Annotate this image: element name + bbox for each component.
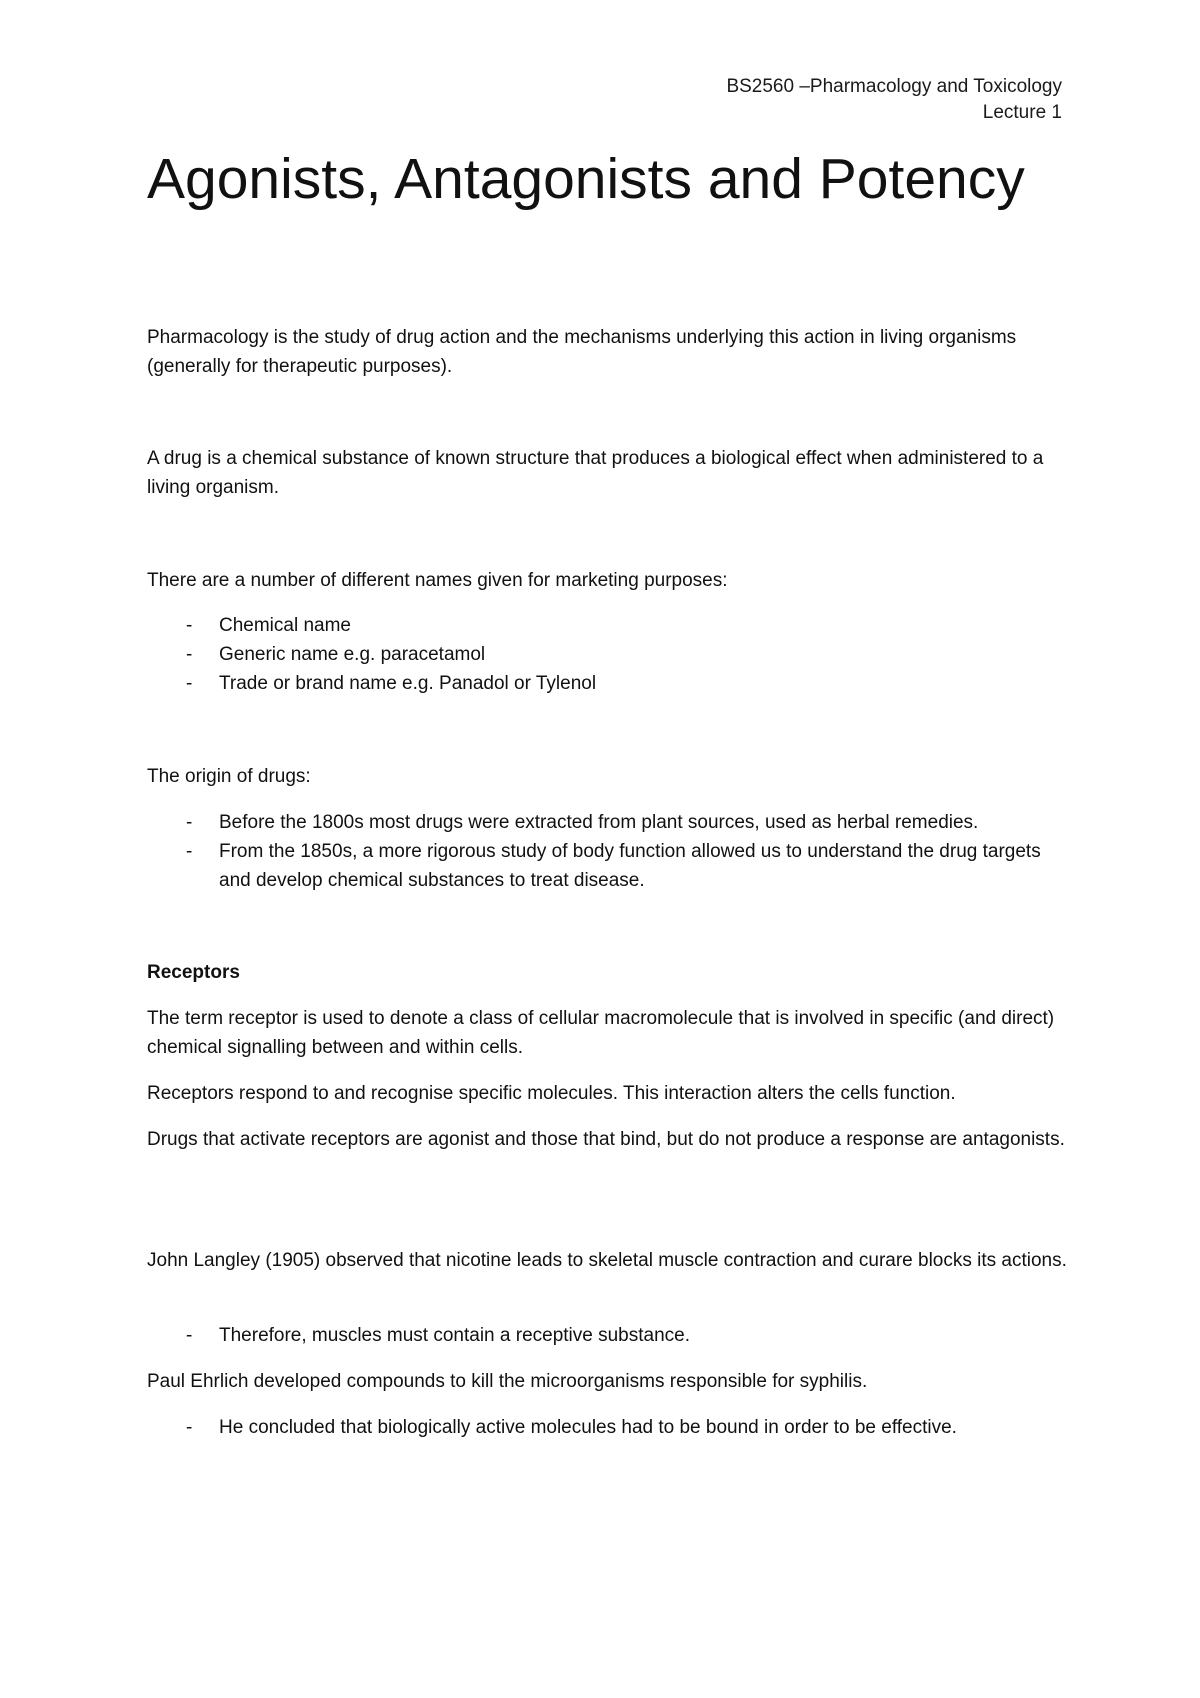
list-item-text: Trade or brand name e.g. Panadol or Tylenol — [219, 673, 597, 694]
document-title: Agonists, Antagonists and Potency — [147, 147, 1025, 211]
list-item — [147, 1321, 1067, 1350]
course-code-title: BS2560 –Pharmacology and Toxicology — [726, 76, 1062, 97]
paragraph-marketing-names-intro: There are a number of different names given for marketing purposes: — [147, 570, 728, 591]
paragraph-pharmacology-definition: Pharmacology is the study of drug action and the mechanisms underlying this action in living organisms (generally for therapeutic purposes). — [147, 327, 1017, 377]
paragraph-receptor-definition: The term receptor is used to denote a class of cellular macromolecule that is involved in specific (and direct) chemical signalling between and within cells. — [147, 1008, 1055, 1058]
bullet-marker: - — [186, 841, 193, 862]
list-item — [147, 808, 1067, 837]
list-item-text: Before the 1800s most drugs were extracted from plant sources, used as herbal remedies. — [219, 812, 979, 833]
bullet-marker: - — [186, 1417, 193, 1438]
bullet-marker: - — [186, 644, 193, 665]
paragraph-receptor-response: Receptors respond to and recognise specific molecules. This interaction alters the cells function. — [147, 1083, 956, 1104]
paragraph-ehrlich: Paul Ehrlich developed compounds to kill the microorganisms responsible for syphilis. — [147, 1371, 868, 1392]
paragraph-langley: John Langley (1905) observed that nicotine leads to skeletal muscle contraction and curare blocks its actions. — [147, 1250, 1067, 1271]
bullet-marker: - — [186, 615, 193, 636]
lecture-number: Lecture 1 — [982, 102, 1062, 123]
list-item-text: Chemical name — [219, 615, 351, 636]
list-item — [147, 611, 1067, 640]
list-item-text: Generic name e.g. paracetamol — [219, 644, 486, 665]
list-item — [147, 837, 1067, 895]
page-header — [726, 74, 1062, 126]
paragraph-drug-definition: A drug is a chemical substance of known structure that produces a biological effect when administered to a living organism. — [147, 448, 1044, 498]
list-item — [147, 640, 1067, 669]
list-item — [147, 669, 1067, 698]
list-item-text: Therefore, muscles must contain a receptive substance. — [219, 1325, 691, 1346]
bullet-marker: - — [186, 673, 193, 694]
paragraph-origin-intro: The origin of drugs: — [147, 766, 311, 787]
list-item — [147, 1413, 1067, 1442]
list-item-text: From the 1850s, a more rigorous study of body function allowed us to understand the drug targets and develop chemical substances to treat disease. — [219, 841, 1041, 891]
section-heading-receptors: Receptors — [147, 962, 240, 983]
paragraph-agonist-antagonist: Drugs that activate receptors are agonist and those that bind, but do not produce a response are antagonists. — [147, 1129, 1065, 1150]
bullet-marker: - — [186, 812, 193, 833]
bullet-marker: - — [186, 1325, 193, 1346]
list-item-text: He concluded that biologically active molecules had to be bound in order to be effective. — [219, 1417, 957, 1438]
